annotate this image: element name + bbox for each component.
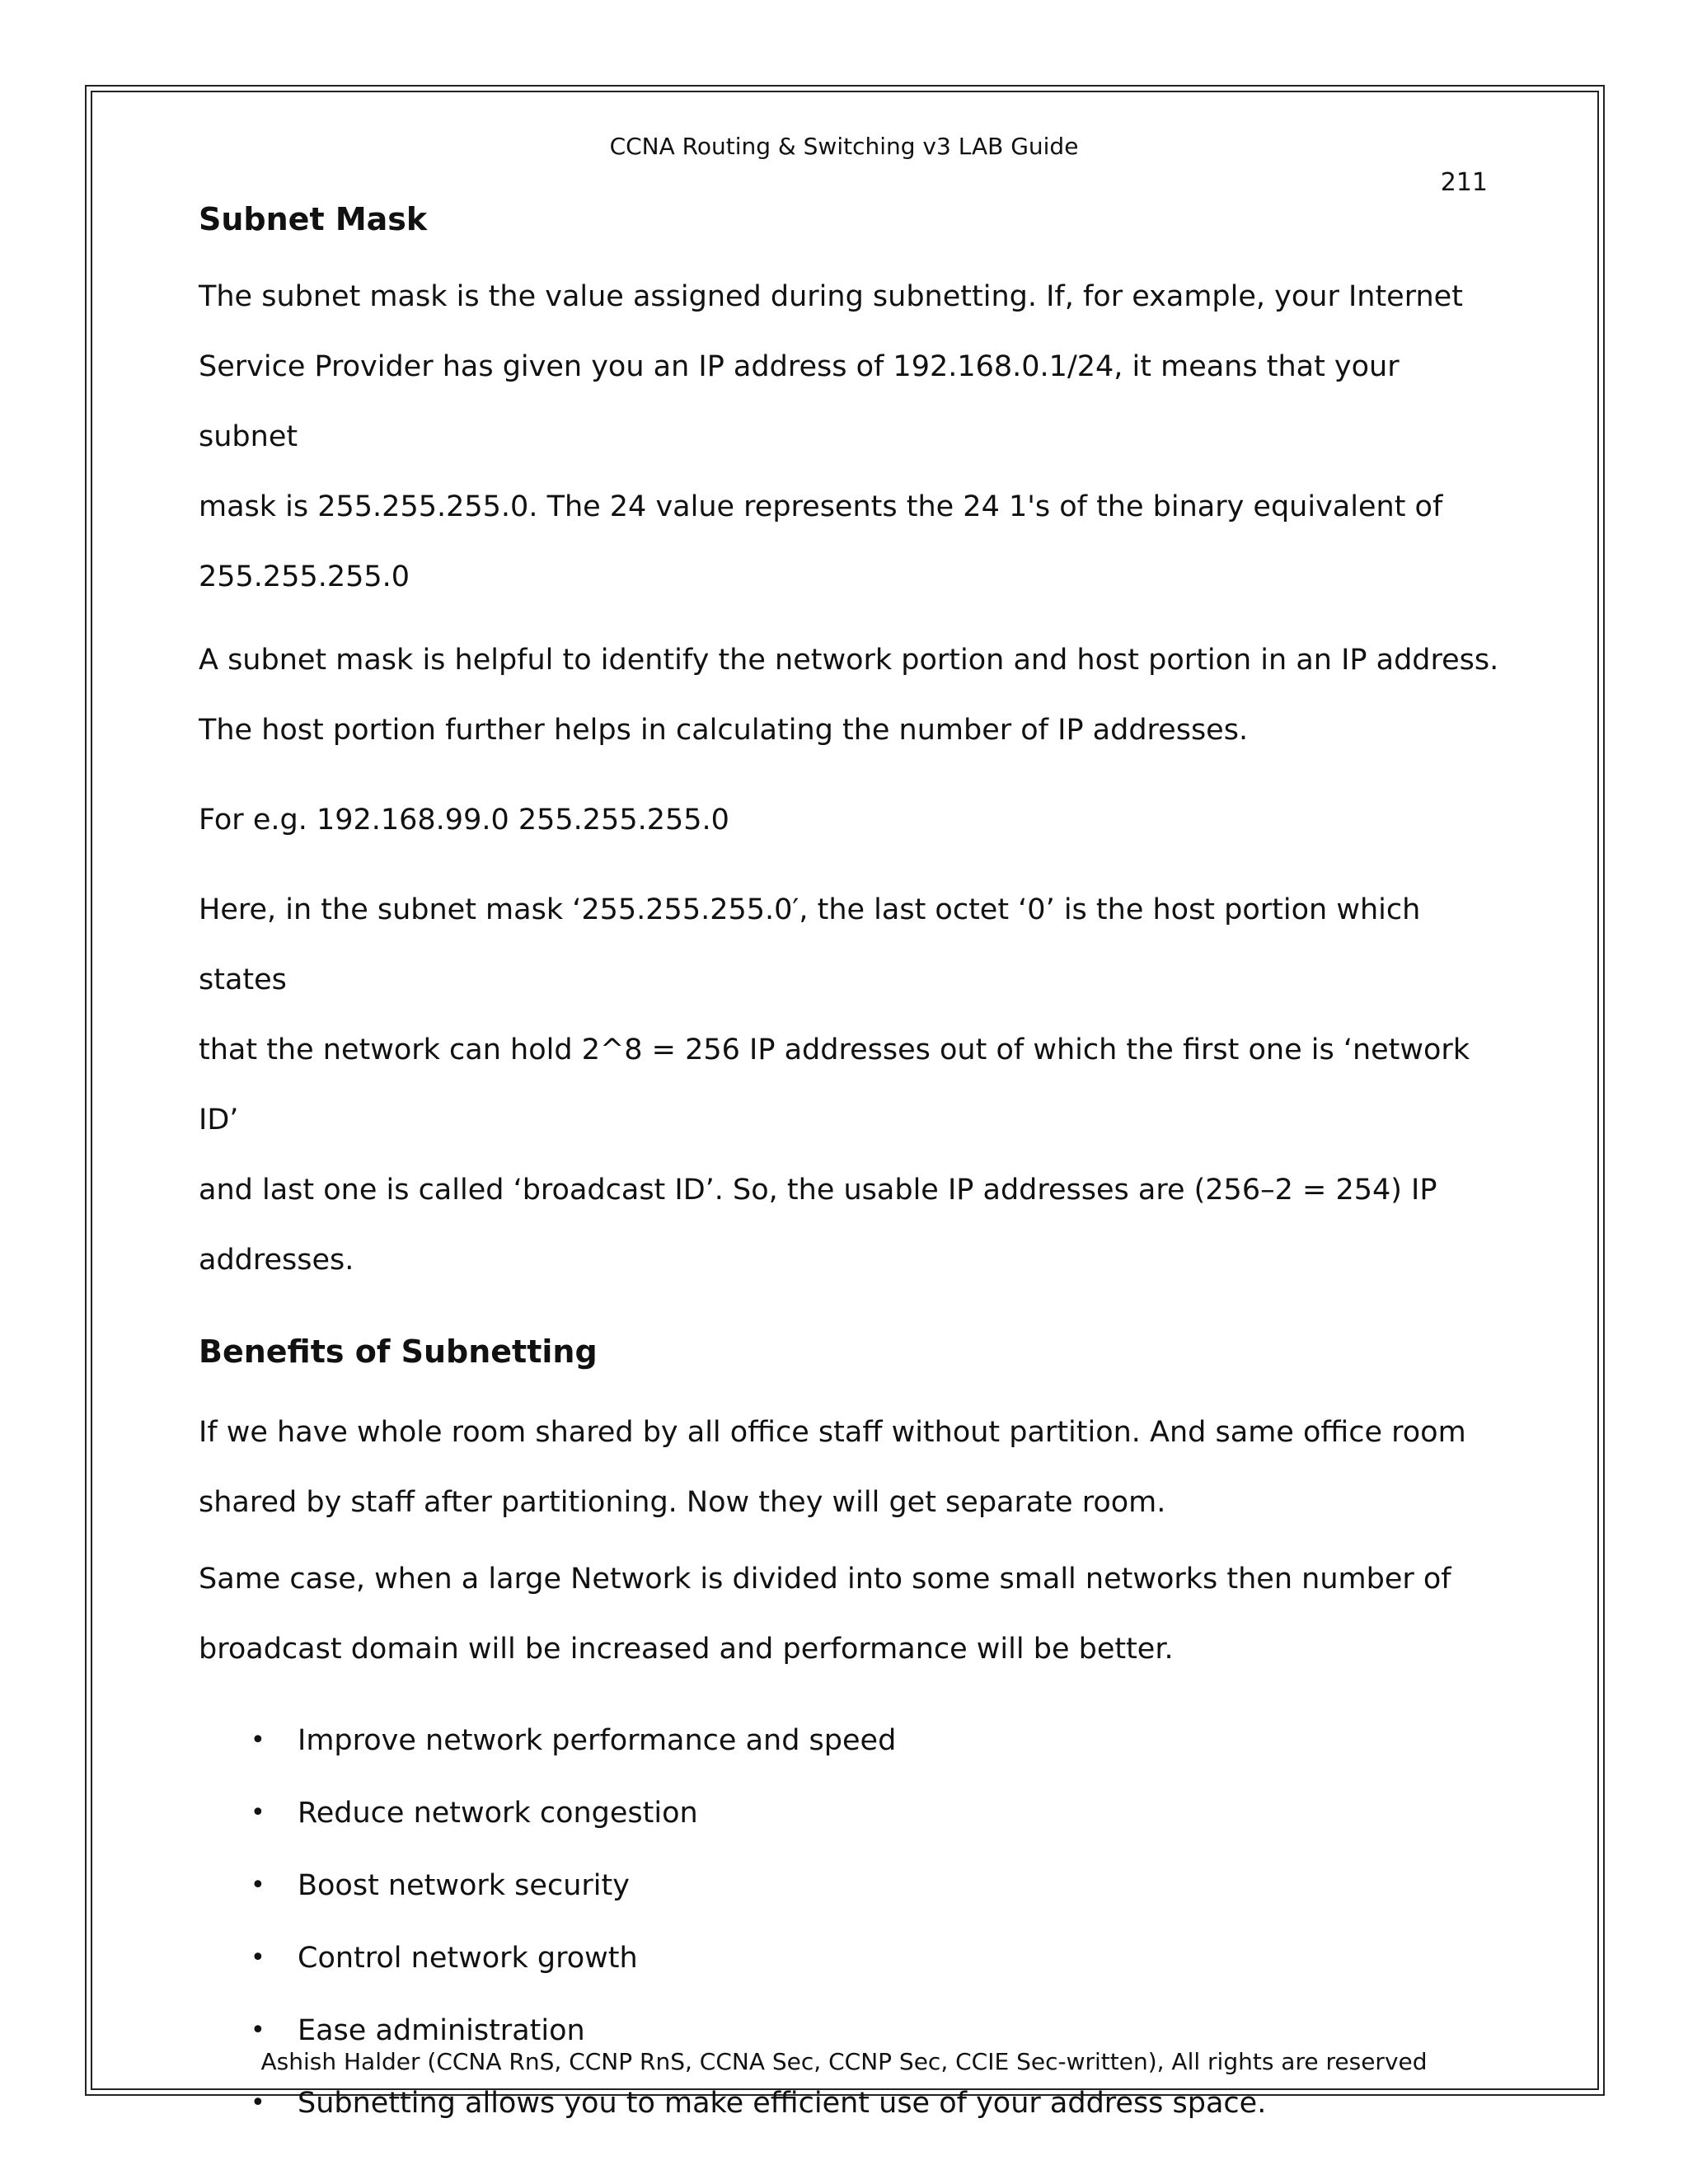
list-item <box>199 1922 1501 1994</box>
list-item-text: Reduce network congestion <box>298 1797 698 1830</box>
list-item-text: Ease administration <box>298 2014 585 2047</box>
text-line: Service Provider has given you an IP address of 192.168.0.1/24, it means that your subnet <box>199 350 1400 453</box>
list-item-text: Control network growth <box>298 1942 638 1975</box>
text-line: If we have whole room shared by all office staff without partition. And same office room <box>199 1416 1466 1449</box>
text-line: A subnet mask is helpful to identify the network portion and host portion in an IP address. <box>199 644 1499 677</box>
text-line: addresses. <box>199 1244 354 1277</box>
page-content <box>199 196 1501 2139</box>
bullet-icon: • <box>251 1726 265 1755</box>
paragraph-host-calculation <box>199 875 1501 1296</box>
list-item <box>199 1704 1501 1777</box>
list-item-text: Boost network security <box>298 1869 630 1902</box>
text-line: 255.255.255.0 <box>199 560 410 593</box>
running-header: CCNA Routing & Switching v3 LAB Guide <box>609 133 1079 160</box>
bullet-icon: • <box>251 1798 265 1827</box>
bullet-icon: • <box>251 2016 265 2045</box>
text-line: Here, in the subnet mask ‘255.255.255.0′, the last octet ‘0’ is the host portion which states <box>199 893 1421 996</box>
paragraph-network-host-portion <box>199 626 1501 766</box>
paragraph-office-room-analogy <box>199 1398 1501 1538</box>
text-line: and last one is called ‘broadcast ID’. So, the usable IP addresses are (256–2 = 254) IP <box>199 1174 1437 1207</box>
text-line: The host portion further helps in calculating the number of IP addresses. <box>199 714 1249 747</box>
list-item <box>199 1777 1501 1849</box>
text-line: shared by staff after partitioning. Now they will get separate room. <box>199 1486 1166 1519</box>
page-footer: Ashish Halder (CCNA RnS, CCNP RnS, CCNA Sec, CCNP Sec, CCIE Sec-written), All rights are reserved <box>260 2048 1428 2075</box>
text-line: The subnet mask is the value assigned during subnetting. If, for example, your Internet <box>199 280 1463 313</box>
text-line: Same case, when a large Network is divided into some small networks then number of <box>199 1563 1451 1596</box>
list-item <box>199 1849 1501 1922</box>
bullet-icon: • <box>251 2088 265 2117</box>
paragraph-network-division <box>199 1544 1501 1685</box>
text-line: that the network can hold 2^8 = 256 IP addresses out of which the first one is ‘network ID’ <box>199 1033 1470 1137</box>
paragraph-example: For e.g. 192.168.99.0 255.255.255.0 <box>199 804 729 837</box>
page-number: 211 <box>1440 168 1488 197</box>
bullet-icon: • <box>251 1871 265 1900</box>
section-heading-benefits: Benefits of Subnetting <box>199 1333 598 1370</box>
paragraph-subnet-mask-definition <box>199 262 1501 612</box>
list-item-text: Subnetting allows you to make efficient use of your address space. <box>298 2087 1267 2120</box>
section-heading-subnet-mask: Subnet Mask <box>199 201 428 237</box>
text-line: mask is 255.255.255.0. The 24 value represents the 24 1's of the binary equivalent of <box>199 490 1443 523</box>
text-line: broadcast domain will be increased and performance will be better. <box>199 1633 1174 1666</box>
bullet-icon: • <box>251 1943 265 1972</box>
list-item-text: Improve network performance and speed <box>298 1724 897 1757</box>
